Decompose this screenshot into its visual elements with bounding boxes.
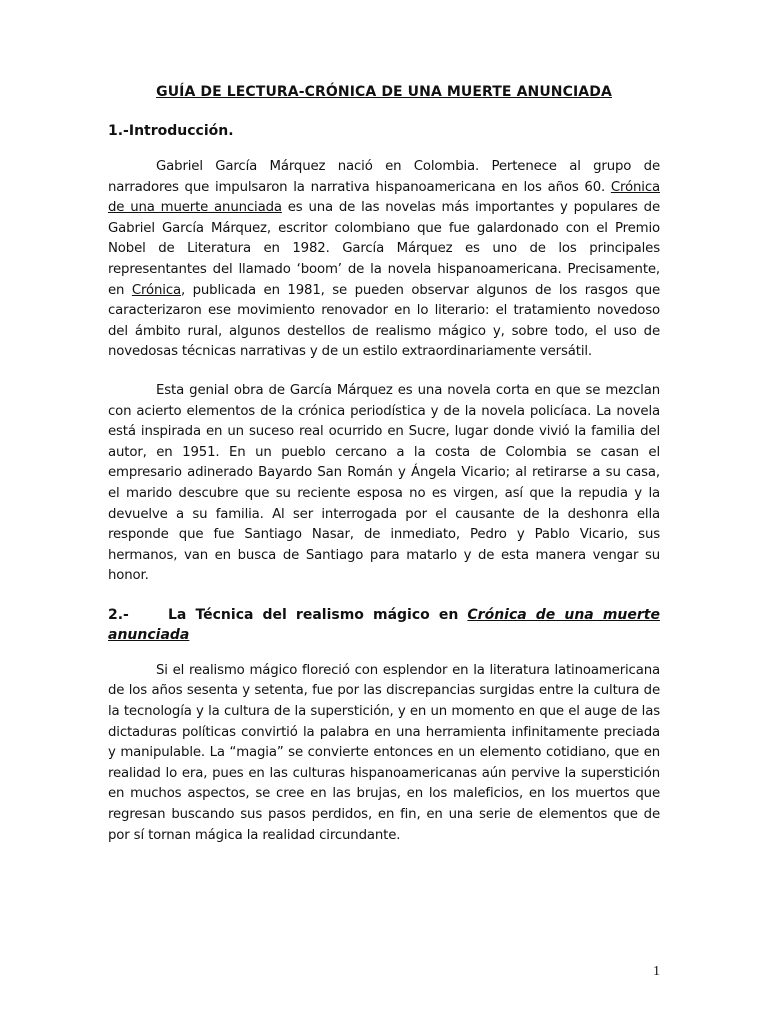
book-short-title-reference: Crónica [131,282,181,298]
paragraph-text: , publicada en 1981, se pueden observar algunos de los rasgos que caracterizaron ese movimiento renovador en lo literario: el tratamiento novedoso del ámbito rural, algunos destellos de realismo mágico y, sobre todo, el uso de novedosas técnicas narrativas y de un estilo extraordinariamente versátil. [108,282,661,360]
book-title-reference: Crónica de una muerte anunciada [108,179,660,216]
paragraph-text: Gabriel García Márquez nació en Colombia. Pertenece al grupo de narradores que impulsaron la narrativa hispanoamericana en los años 60. [108,159,660,195]
section-1-paragraph-2: Esta genial obra de García Márquez es una novela corta en que se mezclan con acierto elementos de la crónica periodística y de la novela policíaca. La novela está inspirada en un suceso real ocurrido en Sucre, lugar donde vivió la familia del autor, en 1951. En un pueblo cercano a la costa de Colombia se casan el empresario adinerado Bayardo San Román y Ángela Vicario; al retirarse a su casa, el marido descubre que su reciente esposa no es virgen, así que la repudia y la devuelve a su familia. Al ser interrogada por el causante de la deshonra ella responde que fue Santiago Nasar, de inmediato, Pedro y Pablo Vicario, sus hermanos, van en busca de Santiago para matarlo y de esta manera vengar su honor. [108,382,660,584]
section-2-book-title: Crónica de una muerte anunciada [108,606,660,643]
section-2-heading [108,605,660,645]
document-body [108,84,660,864]
paragraph-text: es una de las novelas más importantes y populares de Gabriel García Márquez, escritor colombiano que fue galardonado con el Premio Nobel de Literatura en 1982. García Márquez es uno de los principales representantes del llamado ‘boom’ de la novela hispanoamericana. Precisamente, en [108,200,661,298]
document-title: GUÍA DE LECTURA-CRÓNICA DE UNA MUERTE ANUNCIADA [156,84,612,100]
section-2-number: 2.- [108,606,129,623]
section-1-heading: 1.-Introducción. [108,123,234,139]
page-number: 1 [653,964,660,979]
section-2-heading-text: La Técnica del realismo mágico en [168,606,468,623]
section-2-paragraph-1: Si el realismo mágico floreció con esplendor en la literatura latinoamericana de los años sesenta y setenta, fue por las discrepancias surgidas entre la cultura de la tecnología y la cultura de la superstición, y en un momento en que el auge de las dictaduras políticas convirtió la palabra en una herramienta infinitamente preciada y manipulable. La “magia” se convierte entonces en un elemento cotidiano, que en realidad lo era, pues en las culturas hispanoamericanas aún pervive la superstición en muchos aspectos, se cree en las brujas, en los maleficios, en los muertos que regresan buscando sus pasos perdidos, en fin, en una serie de elementos que de por sí tornan mágica la realidad circundante. [108,662,660,843]
section-1-paragraph-1 [108,157,660,363]
